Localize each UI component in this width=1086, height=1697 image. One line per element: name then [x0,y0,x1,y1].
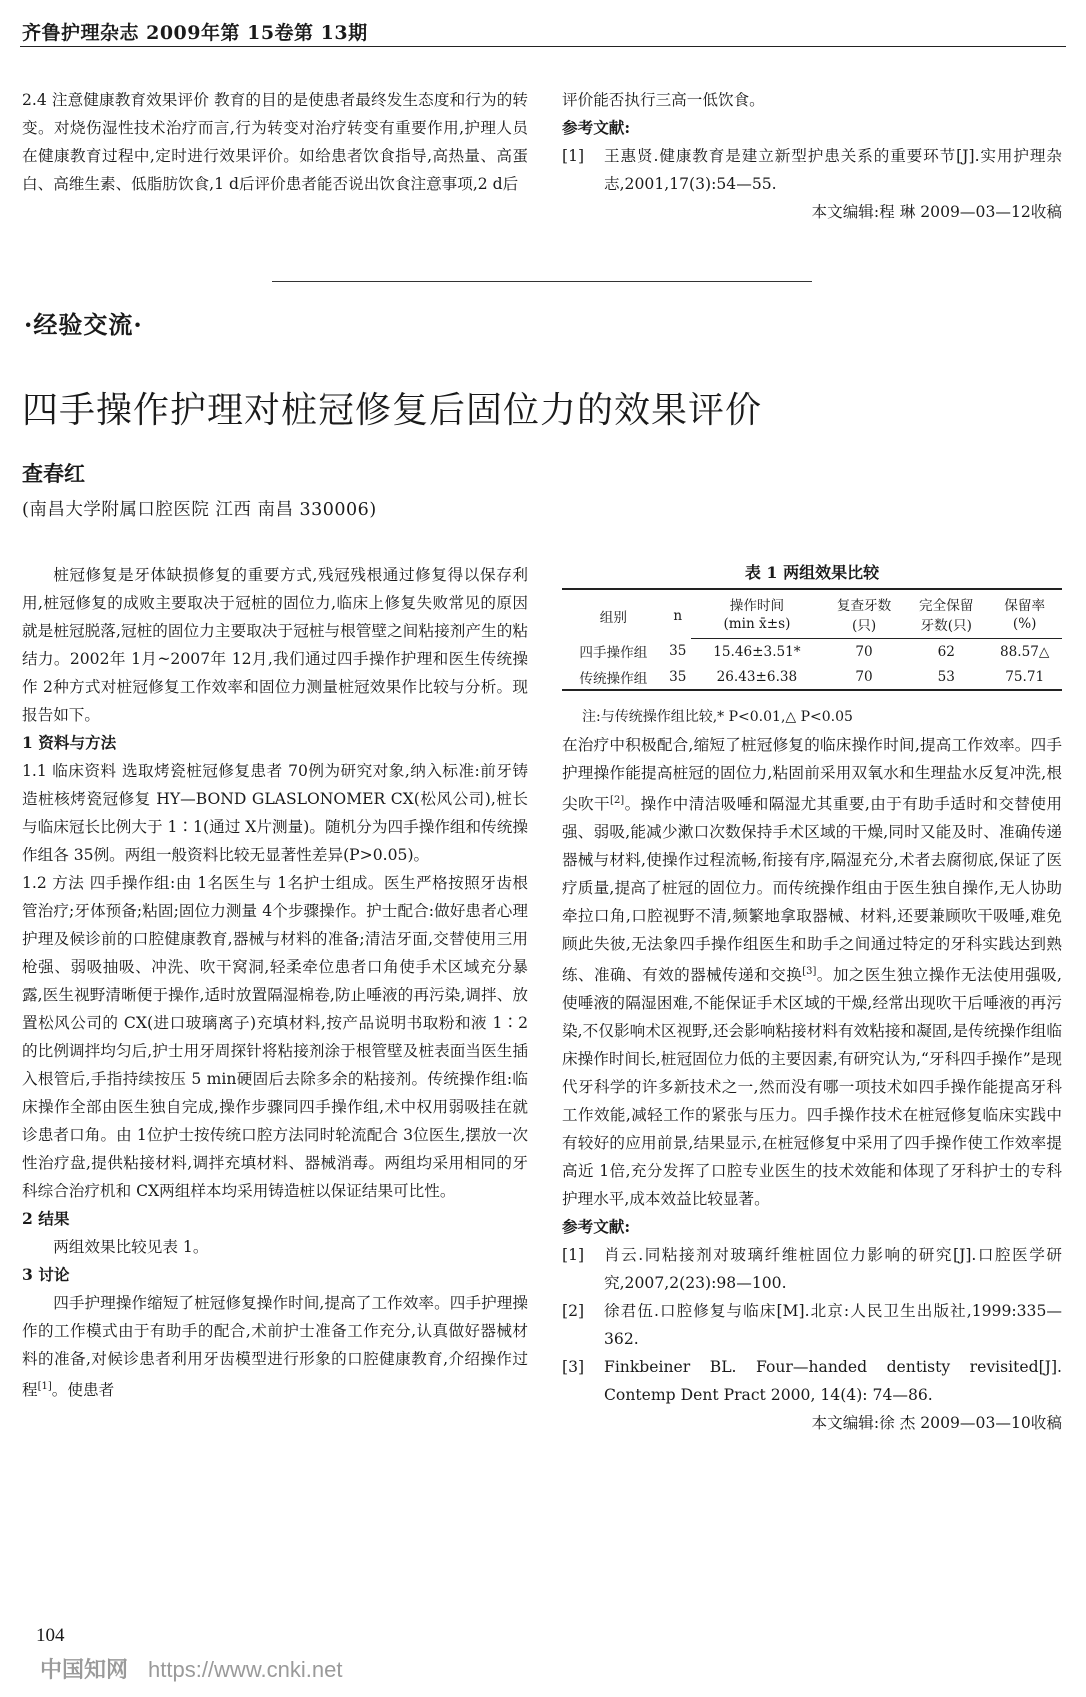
discussion-text-end: 。使患者 [51,1381,115,1400]
affiliation: (南昌大学附属口腔医院 江西 南昌 330006) [22,500,377,520]
cell-time: 15.46±3.51* [713,643,801,660]
col-header-time-unit: (min x̄±s) [691,614,823,639]
prev-editor-line: 本文编辑:程 琳 2009—03—12收稿 [811,203,1062,221]
col-header-recheck-unit: (只) [823,614,905,639]
prev-article-right [562,86,1062,226]
cell-recheck: 70 [855,643,873,660]
col-header-retained: 完全保留 [905,589,987,614]
reference-number: [2] [562,1302,585,1321]
cell-retained: 53 [905,664,987,690]
discussion-text: 四手护理操作缩短了桩冠修复操作时间,提高了工作效率。四手护理操作的工作模式由于有助手的配合,术前护士准备工作充分,认真做好器械材料的准备,对候诊患者利用牙齿模型进行形象的口腔健康教育,介绍操作过程 [22,1294,528,1400]
paragraph-discussion [22,1289,528,1404]
cell-n: 35 [669,643,687,660]
article-title: 四手操作护理对桩冠修复后固位力的效果评价 [22,390,763,431]
paragraph-clinical-data: 1.1 临床资料 选取烤瓷桩冠修复患者 70例为研究对象,纳入标准:前牙铸造桩核烤瓷冠修复 HY—BOND GLASLONOMER CX(松风公司),桩长与临床冠长比例大于 1∶1(通过 X片测量)。随机分为四手操作组和传统操作组各 35例。两组一般资料比较无显著性差异(P>0.05)。 [22,762,528,864]
table-row [562,639,1062,665]
citation-ref: [1] [37,1381,52,1392]
citation-ref: [3] [802,966,817,978]
discussion-cont-text: 在治疗中积极配合,缩短了桩冠修复的临床操作时间,提高工作效率。四手护理操作能提高桩冠的固位力,粘固前采用双氧水和生理盐水反复冲洗,根尖吹干 [562,736,1062,814]
cell-rate: 88.57△ [999,643,1050,660]
prev-refs-heading: 参考文献: [562,118,631,137]
journal-header: 齐鲁护理杂志 2009年第 15卷第 13期 [22,22,368,44]
section-tag: ·经验交流· [24,310,143,339]
results-table [562,588,1062,691]
table-row [562,664,1062,690]
reference-item [562,1241,1062,1297]
prev-article-paragraph: 2.4 注意健康教育效果评价 教育的目的是使患者最终发生态度和行为的转变。对烧伤湿性技术治疗而言,行为转变对治疗转变有重要作用,护理人员在健康教育过程中,定时进行效果评价。如给患者饮食指导,高热量、高蛋白、高维生素、低脂肪饮食,1 d后评价患者能否说出饮食注意事项,2 d后 [22,91,528,193]
cell-group: 四手操作组 [579,645,648,662]
article-separator [272,281,812,282]
prev-article-left [22,86,528,198]
citation-ref: [2] [610,795,625,806]
col-header-retained-unit: 牙数(只) [905,614,987,639]
col-header-rate: 保留率 [987,589,1062,614]
heading-discussion: 3 讨论 [22,1265,70,1284]
reference-item [562,1353,1062,1409]
cell-group: 传统操作组 [562,664,665,690]
cell-rate: 75.71 [987,664,1062,690]
article-right-column [562,731,1062,1437]
heading-methods: 1 资料与方法 [22,733,117,752]
cell-recheck: 70 [823,664,905,690]
table-caption: 表 1 两组效果比较 [744,563,880,582]
reference-number: [1] [562,1246,585,1265]
reference-text: 徐君伍.口腔修复与临床[M].北京:人民卫生出版社,1999:335—362. [604,1302,1062,1349]
reference-text: Finkbeiner BL. Four—handed dentisty revisited[J]. Contemp Dent Pract 2000, 14(4): 74—86. [604,1358,1062,1405]
prev-article-paragraph-end: 评价能否执行三高一低饮食。 [562,91,765,109]
col-header-group: 组别 [562,589,665,639]
paragraph-methods: 1.2 方法 四手操作组:由 1名医生与 1名护士组成。医生严格按照牙齿根管治疗;牙体预备;粘固;固位力测量 4个步骤操作。护士配合:做好患者心理护理及候诊前的口腔健康教育,器械与材料的准备;清洁牙面,交替使用三用枪强、弱吸抽吸、冲洗、吹干窝洞,轻柔牵位患者口角使手术区域充分暴露,医生视野清晰便于操作,适时放置隔湿棉卷,防止唾液的再污染,调拌、放置松风公司的 CX(进口玻璃离子)充填材料,按产品说明书取粉和液 1∶2的比例调拌均匀后,护士用牙周探针将粘接剂涂于根管壁及桩表面当医生插入根管后,手指持续按压 5 min硬固后去除多余的粘接剂。传统操作组:临床操作全部由医生独自完成,操作步骤同四手操作组,术中权用弱吸挂在就诊患者口角。由 1位护士按传统口腔方法同时轮流配合 3位医生,摆放一次性治疗盘,提供粘接材料,调拌充填材料、器械消毒。两组均采用相同的牙科综合治疗机和 CX两组样本均采用铸造桩以保证结果可比性。 [22,874,528,1200]
page-number: 104 [36,1625,65,1646]
reference-number: [3] [562,1358,585,1377]
col-header-n: n [665,589,691,639]
editor-line: 本文编辑:徐 杰 2009—03—10收稿 [811,1414,1062,1433]
paragraph-results: 两组效果比较见表 1。 [53,1238,209,1256]
reference-item [562,142,1062,198]
reference-text: 王惠贤.健康教育是建立新型护患关系的重要环节[J].实用护理杂志,2001,17(3):54—55. [604,147,1062,193]
reference-number: [1] [562,147,585,165]
cell-time: 26.43±6.38 [691,664,823,690]
table-note: 注:与传统操作组比较,* P<0.01,△ P<0.05 [582,709,853,725]
article-left-column [22,561,528,1404]
intro-paragraph: 桩冠修复是牙体缺损修复的重要方式,残冠残根通过修复得以保存利用,桩冠修复的成败主要取决于冠桩的固位力,临床上修复失败常见的原因就是桩冠脱落,冠桩的固位力主要取决于冠桩与根管壁之间粘接剂产生的粘结力。2002年 1月~2007年 12月,我们通过四手操作护理和医生传统操作 2种方式对桩冠修复工作效率和固位力测量桩冠效果作比较与分析。现报告如下。 [22,566,528,724]
author: 查春红 [22,461,85,486]
col-header-time: 操作时间 [691,589,823,614]
refs-heading: 参考文献: [562,1217,631,1237]
discussion-cont-text: 。操作中清洁吸唾和隔湿尤其重要,由于有助手适时和交替使用强、弱吸,能减少漱口次数保持手术区域的干燥,同时又能及时、准确传递器械与材料,使操作过程流畅,衔接有序,隔湿充分,术者去腐彻底,保证了医疗质量,提高了桩冠的固位力。而传统操作组由于医生独自操作,无人协助牵拉口角,口腔视野不清,频繁地拿取器械、材料,还要兼顾吹干吸唾,难免顾此失彼,无法象四手操作组医生和助手之间通过特定的牙科实践达到熟练、准确、有效的器械传递和交换 [562,795,1062,985]
cell-retained: 62 [937,643,955,660]
cnki-watermark [40,1653,342,1684]
watermark-url: https://www.cnki.net [148,1657,343,1682]
col-header-rate-unit: (%) [987,614,1062,639]
reference-item [562,1297,1062,1353]
watermark-brand: 中国知网 [40,1657,129,1682]
heading-results: 2 结果 [22,1209,70,1228]
header-rule [20,46,1066,47]
cell-n: 35 [665,664,691,690]
discussion-cont-text: 。加之医生独立操作无法使用强吸,使唾液的隔湿困难,不能保证手术区域的干燥,经常出现吹干后唾液的再污染,不仅影响术区视野,还会影响粘接材料有效粘接和凝固,是传统操作组临床操作时间长,桩冠固位力低的主要因素,有研究认为,“牙科四手操作”是现代牙科学的许多新技术之一,然而没有哪一项技术如四手操作能提高牙科工作效能,减轻工作的紧张与压力。四手操作技术在桩冠修复临床实践中有较好的应用前景,结果显示,在桩冠修复中采用了四手操作使工作效率提高近 1倍,充分发挥了口腔专业医生的技术效能和体现了牙科护士的专科护理水平,成本效益比较显著。 [562,966,1062,1209]
col-header-recheck: 复查牙数 [823,589,905,614]
paragraph-discussion-cont [562,731,1062,1213]
reference-text: 肖云.同粘接剂对玻璃纤维桩固位力影响的研究[J].口腔医学研究,2007,2(23):98—100. [604,1246,1062,1293]
